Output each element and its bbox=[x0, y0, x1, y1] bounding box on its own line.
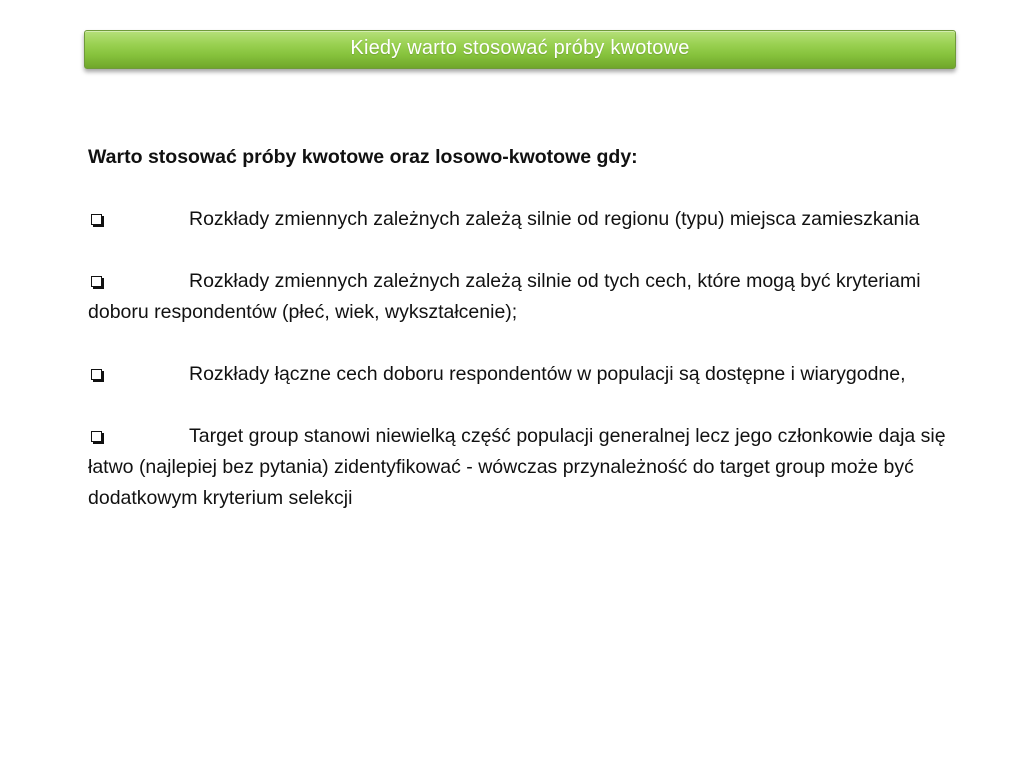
bullet-item bbox=[88, 359, 950, 390]
slide-content bbox=[88, 142, 950, 545]
slide-title-bar bbox=[84, 30, 956, 69]
checkbox-square-icon bbox=[91, 214, 102, 225]
checkbox-square-icon bbox=[91, 369, 102, 380]
bullet-text: Target group stanowi niewielką część populacji generalnej lecz jego członkowie daja się łatwo (najlepiej bez pytania) zidentyfikować - wówczas przynależność do target group może być dodatkowym kryterium selekcji bbox=[88, 425, 946, 509]
content-heading: Warto stosować próby kwotowe oraz losowo-kwotowe gdy: bbox=[88, 146, 638, 168]
bullet-item bbox=[88, 266, 950, 328]
bullet-item bbox=[88, 204, 950, 235]
bullet-text: Rozkłady łączne cech doboru respondentów w populacji są dostępne i wiarygodne, bbox=[189, 363, 906, 385]
bullet-text: Rozkłady zmiennych zależnych zależą silnie od regionu (typu) miejsca zamieszkania bbox=[189, 208, 920, 230]
checkbox-square-icon bbox=[91, 431, 102, 442]
bullet-item bbox=[88, 421, 950, 514]
bullet-text: Rozkłady zmiennych zależnych zależą silnie od tych cech, które mogą być kryteriami doboru respondentów (płeć, wiek, wykształcenie); bbox=[88, 270, 921, 323]
checkbox-square-icon bbox=[91, 276, 102, 287]
slide-title: Kiedy warto stosować próby kwotowe bbox=[350, 37, 690, 59]
